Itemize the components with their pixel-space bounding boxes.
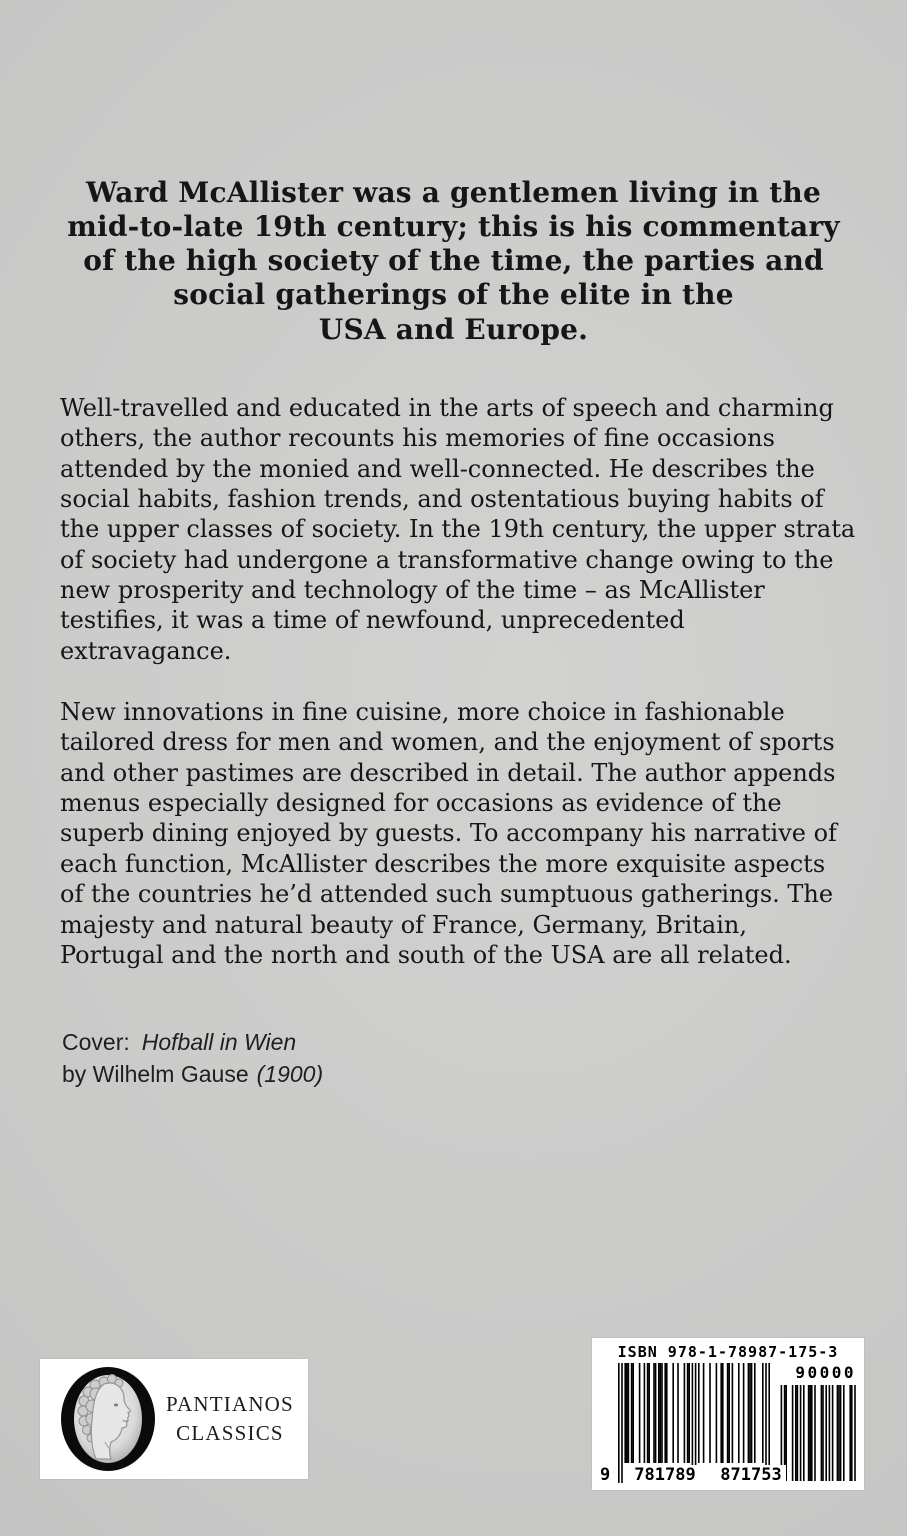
publisher-logo bbox=[40, 1359, 308, 1479]
publisher-name bbox=[158, 1390, 308, 1449]
ean13-digits bbox=[600, 1465, 786, 1485]
isbn-label: ISBN 978-1-78987-175-3 bbox=[617, 1343, 839, 1361]
cover-credit-line-1 bbox=[62, 1027, 907, 1059]
ean13-digit-first: 9 bbox=[600, 1465, 611, 1485]
cover-credit-line-2 bbox=[62, 1059, 907, 1091]
ean13-digit-group: 781789 bbox=[630, 1465, 700, 1485]
publisher-name-line-2: CLASSICS bbox=[176, 1421, 284, 1445]
cover-artist: by Wilhelm Gause bbox=[62, 1060, 249, 1087]
headline-line: USA and Europe. bbox=[318, 312, 589, 346]
cover-label: Cover: bbox=[62, 1029, 130, 1056]
headline-line: of the high society of the time, the parties and bbox=[83, 244, 824, 278]
classical-coin-icon bbox=[58, 1364, 158, 1474]
ean13-digit-group: 871753 bbox=[716, 1465, 786, 1485]
book-back-cover bbox=[0, 176, 907, 1536]
synopsis-paragraph-1: Well-travelled and educated in the arts of speech and charming others, the author recounts his memories of fine occasions attended by the monied and well-connected. He describes the social habits, fashion trends, and ostentatious buying habits of the upper classes of society. In the 19th century, the upper strata of society had undergone a transformative change owing to the new prosperity and technology of the time – as McAllister testifies, it was a time of newfound, unprecedented extravagance. bbox=[60, 393, 856, 665]
ean5-addon-bars bbox=[779, 1385, 856, 1481]
publisher-name-line-1: PANTIANOS bbox=[166, 1391, 294, 1416]
synopsis-paragraph-2: New innovations in fine cuisine, more choice in fashionable tailored dress for men and women, and the enjoyment of sports and other pastimes are described in detail. The author appends menus especially designed for occasions as evidence of the superb dining enjoyed by guests. To accompany his narrative of each function, McAllister describes the more exquisite aspects of the countries he’d attended such sumptuous gatherings. The majesty and natural beauty of France, Germany, Britain, Portugal and the north and south of the USA are all related. bbox=[60, 698, 837, 969]
ean5-addon-label: 90000 bbox=[795, 1363, 856, 1382]
headline-line: Ward McAllister was a gentlemen living in the bbox=[86, 176, 821, 209]
headline bbox=[44, 176, 864, 347]
headline-line: mid-to-late 19th century; this is his commentary bbox=[67, 210, 840, 244]
headline-line: social gatherings of the elite in the bbox=[173, 278, 734, 312]
cover-painting-title: Hofball in Wien bbox=[141, 1029, 297, 1056]
cover-credit bbox=[62, 1027, 907, 1090]
barcode-row bbox=[600, 1363, 856, 1485]
cover-year: (1900) bbox=[256, 1060, 324, 1087]
ean5-addon bbox=[779, 1363, 856, 1485]
isbn-barcode bbox=[592, 1338, 864, 1490]
ean13-barcode bbox=[600, 1363, 782, 1485]
